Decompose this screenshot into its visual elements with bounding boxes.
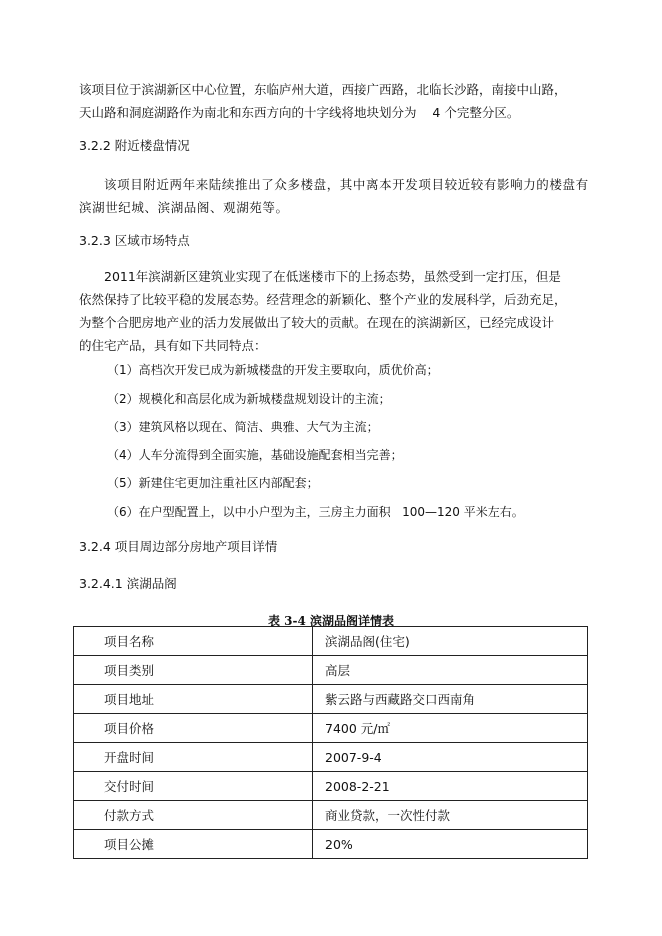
list-item: （2）规模化和高层化成为新城楼盘规划设计的主流；	[107, 392, 391, 406]
table-key-cell: 项目价格	[74, 714, 313, 743]
table-row	[74, 772, 588, 801]
table-value-cell: 7400 元/㎡	[313, 714, 588, 743]
table-row	[74, 743, 588, 772]
section-3-2-3-line-3: 为整个合肥房地产业的活力发展做出了较大的贡献。在现在的滨湖新区，已经完成设计	[79, 315, 555, 330]
section-3-2-3-body	[79, 265, 589, 357]
section-3-2-3-line-4: 的住宅产品，具有如下共同特点：	[79, 338, 267, 353]
table-key-cell: 开盘时间	[74, 743, 313, 772]
table-value-cell: 商业贷款，一次性付款	[313, 801, 588, 830]
table-row	[74, 627, 588, 656]
table-key-cell: 项目类别	[74, 656, 313, 685]
section-heading-3-2-4: 3.2.4 项目周边部分房地产项目详情	[79, 539, 278, 554]
table-value-cell: 紫云路与西藏路交口西南角	[313, 685, 588, 714]
section-heading-3-2-3: 3.2.3 区域市场特点	[79, 233, 190, 248]
table-value-cell: 20%	[313, 830, 588, 859]
table-key-cell: 项目地址	[74, 685, 313, 714]
table-value-cell: 2007-9-4	[313, 743, 588, 772]
table-key-cell: 项目公摊	[74, 830, 313, 859]
table-value-cell: 滨湖品阁(住宅)	[313, 627, 588, 656]
table-value-cell: 高层	[313, 656, 588, 685]
section-3-2-2-body: 该项目附近两年来陆续推出了众多楼盘，其中离本开发项目较近较有影响力的楼盘有滨湖世纪城、滨湖品阁、观湖苑等。	[79, 177, 589, 215]
intro-line-1: 该项目位于滨湖新区中心位置，东临庐州大道，西接广西路，北临长沙路，南接中山路，	[79, 82, 567, 97]
table-caption: 表 3-4 滨湖品阁详情表	[267, 614, 395, 628]
table-row	[74, 714, 588, 743]
list-item: （3）建筑风格以现在、简洁、典雅、大气为主流；	[107, 420, 379, 434]
table-value-cell: 2008-2-21	[313, 772, 588, 801]
section-3-2-3-line-1: 2011年滨湖新区建筑业实现了在低迷楼市下的上扬态势，虽然受到一定打压，但是	[104, 269, 561, 284]
table-row	[74, 656, 588, 685]
intro-paragraph	[79, 78, 589, 124]
table-row	[74, 685, 588, 714]
list-item: （1）高档次开发已成为新城楼盘的开发主要取向，质优价高；	[107, 363, 439, 377]
table-row	[74, 830, 588, 859]
list-item: （4）人车分流得到全面实施，基础设施配套相当完善；	[107, 448, 403, 462]
project-detail-table	[73, 626, 588, 859]
table-key-cell: 付款方式	[74, 801, 313, 830]
list-item: （5）新建住宅更加注重社区内部配套；	[107, 476, 319, 490]
intro-line-2: 天山路和洞庭湖路作为南北和东西方向的十字线将地块划分为 4 个完整分区。	[79, 105, 520, 120]
list-item: （6）在户型配置上，以中小户型为主，三房主力面积 100—120 平米左右。	[107, 505, 524, 519]
section-heading-3-2-4-1: 3.2.4.1 滨湖品阁	[79, 576, 177, 591]
table-key-cell: 交付时间	[74, 772, 313, 801]
table-key-cell: 项目名称	[74, 627, 313, 656]
section-heading-3-2-2: 3.2.2 附近楼盘情况	[79, 138, 190, 153]
table-row	[74, 801, 588, 830]
section-3-2-3-line-2: 依然保持了比较平稳的发展态势。经营理念的新颖化、整个产业的发展科学，后劲充足，	[79, 292, 567, 307]
